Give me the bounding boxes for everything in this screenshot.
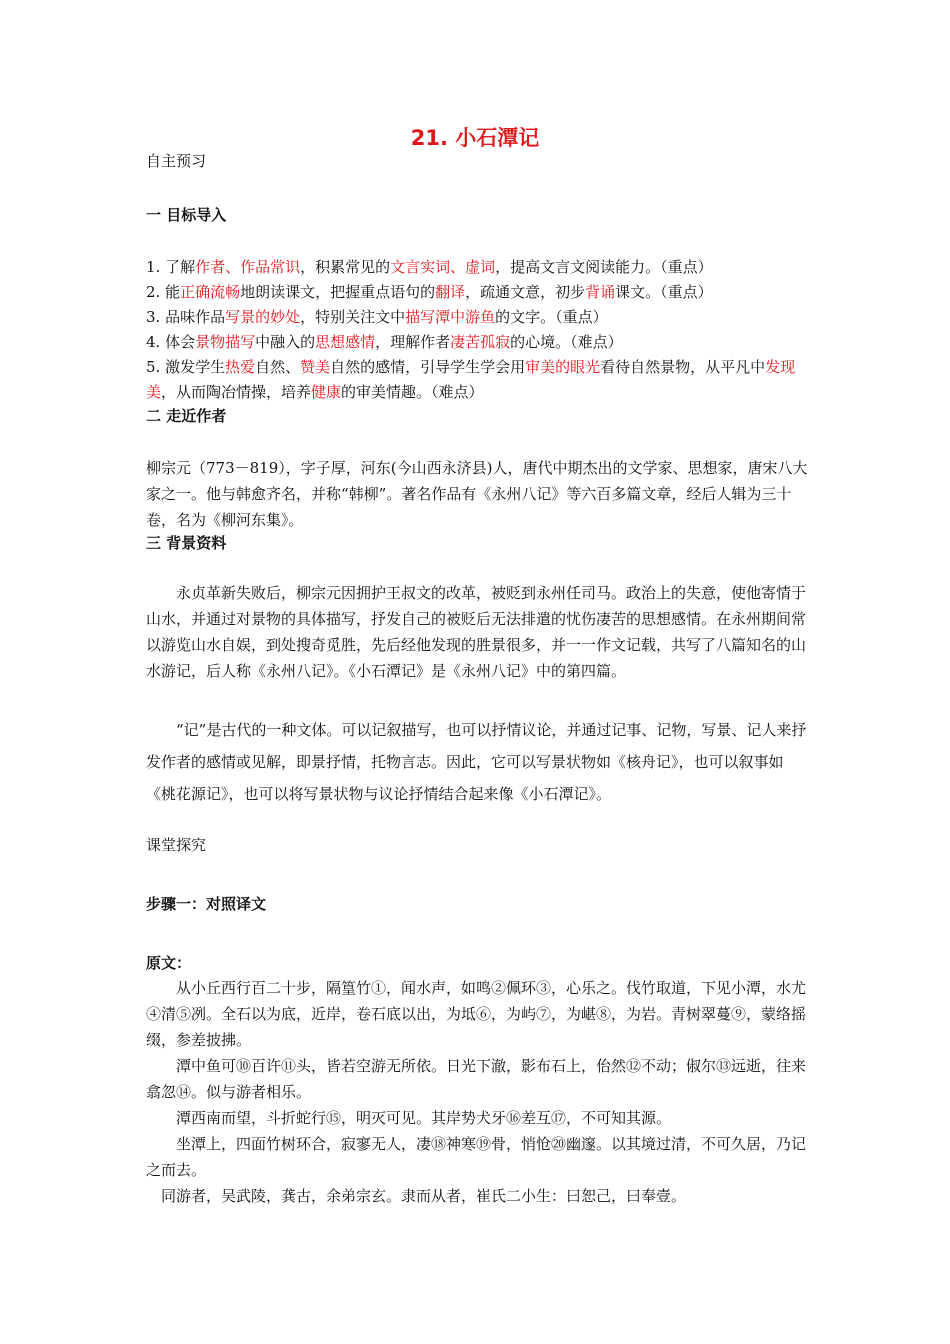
goal-keyword: 作者、作品常识 [195, 258, 301, 276]
goal-keyword: 文言实词、虚词 [390, 258, 496, 276]
heading-background: 三 背景资料 [146, 534, 227, 552]
goal-item-2 [146, 280, 812, 305]
goal-text: ，积累常见的 [300, 258, 391, 276]
heading-goals: 一 目标导入 [146, 206, 227, 224]
goal-text: 1. 了解 [146, 258, 196, 276]
goal-text: 4. 体会 [146, 333, 196, 351]
goals-list [146, 255, 812, 405]
section-class-label: 课堂探究 [146, 836, 207, 854]
goal-text: 地朗读课文，把握重点语句的 [240, 283, 436, 301]
goal-text: 看待自然景物，从平凡中 [600, 358, 766, 376]
goal-text: ，提高文言文阅读能力。（重点） [495, 258, 713, 276]
author-paragraph: 柳宗元（773－819），字子厚，河东(今山西永济县)人，唐代中期杰出的文学家、思想家，唐宋八大家之一。他与韩愈齐名，并称“韩柳”。著名作品有《永州八记》等六百多篇文章，经后人辑为三十卷，名为《柳河东集》。 [146, 459, 808, 529]
goal-text: 自然的感情，引导学生学会用 [330, 358, 526, 376]
goal-text: ，理解作者 [375, 333, 451, 351]
original-text [146, 975, 812, 1209]
goal-text: 3. 品味作品 [146, 308, 226, 326]
goal-text: ，从而陶冶情操，培养 [161, 383, 312, 401]
goal-item-1 [146, 255, 812, 280]
goal-item-4 [146, 330, 812, 355]
goal-text: 中融入的 [255, 333, 316, 351]
heading-step1: 步骤一：对照译文 [146, 895, 267, 913]
goal-keyword: 背诵 [585, 283, 616, 301]
goal-text: ，特别关注文中 [300, 308, 406, 326]
heading-author: 二 走近作者 [146, 407, 227, 425]
goal-keyword: 景物描写 [195, 333, 256, 351]
goal-keyword: 写景的妙处 [225, 308, 301, 326]
goal-keyword: 健康 [311, 383, 342, 401]
goal-keyword: 正确流畅 [180, 283, 241, 301]
goal-keyword: 热爱 [225, 358, 256, 376]
goal-item-5 [146, 355, 812, 405]
original-paragraph: 潭中鱼可⑩百许⑪头，皆若空游无所依。日光下澈，影布石上，佁然⑫不动；俶尔⑬远逝，往来翕忽⑭。似与游者相乐。 [146, 1057, 807, 1101]
heading-original: 原文： [146, 954, 192, 972]
section-preview-label: 自主预习 [146, 152, 207, 170]
companions-paragraph: 同游者，吴武陵，龚古，余弟宗玄。隶而从者，崔氏二小生：曰恕己，曰奉壹。 [161, 1187, 687, 1205]
goal-item-3 [146, 305, 812, 330]
background-paragraph-2: “记”是古代的一种文体。可以记叙描写，也可以抒情议论，并通过记事、记物，写景、记人来抒发作者的感情或见解，即景抒情，托物言志。因此，它可以写景状物如《核舟记》，也可以叙事如《桃花源记》，也可以将写景状物与议论抒情结合起来像《小石潭记》。 [146, 721, 807, 803]
goal-keyword: 描写潭中游鱼 [405, 308, 496, 326]
original-paragraph: 潭西南而望，斗折蛇行⑮，明灭可见。其岸势犬牙⑯差互⑰，不可知其源。 [176, 1109, 672, 1127]
background-paragraph-1: 永贞革新失败后，柳宗元因拥护王叔文的改革，被贬到永州任司马。政治上的失意，使他寄情于山水，并通过对景物的具体描写，抒发自己的被贬后无法排遣的忧伤凄苦的思想感情。在永州期间常以游览山水自娱，到处搜奇觅胜，先后经他发现的胜景很多，并一一作文记载，共写了八篇知名的山水游记，后人称《永州八记》。《小石潭记》是《永州八记》中的第四篇。 [146, 584, 807, 680]
original-paragraph: 从小丘西行百二十步，隔篁竹①，闻水声，如鸣②佩环③，心乐之。伐竹取道，下见小潭，水尤④清⑤冽。全石以为底，近岸，卷石底以出，为坻⑥，为屿⑦，为嵁⑧，为岩。青树翠蔓⑨，蒙络摇缀，参差披拂。 [146, 979, 807, 1049]
goal-keyword: 赞美 [300, 358, 331, 376]
goal-keyword: 思想感情 [315, 333, 376, 351]
goal-text: 2. 能 [146, 283, 181, 301]
goal-text: 的文字。（重点） [495, 308, 608, 326]
goal-keyword: 凄苦孤寂 [450, 333, 511, 351]
original-paragraph: 坐潭上，四面竹树环合，寂寥无人，凄⑱神寒⑲骨，悄怆⑳幽邃。以其境过清，不可久居，乃记之而去。 [146, 1135, 807, 1179]
goal-text: 课文。（重点） [615, 283, 713, 301]
goal-text: 自然、 [255, 358, 301, 376]
goal-keyword: 审美的眼光 [525, 358, 601, 376]
goal-text: 的心境。（难点） [510, 333, 623, 351]
goal-text: ，疏通文意，初步 [465, 283, 586, 301]
goal-keyword: 翻译 [435, 283, 466, 301]
page-title: 21. 小石潭记 [410, 126, 540, 150]
goal-keyword: 发现美 [146, 358, 796, 401]
goal-text: 的审美情趣。（难点） [341, 383, 484, 401]
goal-text: 5. 激发学生 [146, 358, 226, 376]
